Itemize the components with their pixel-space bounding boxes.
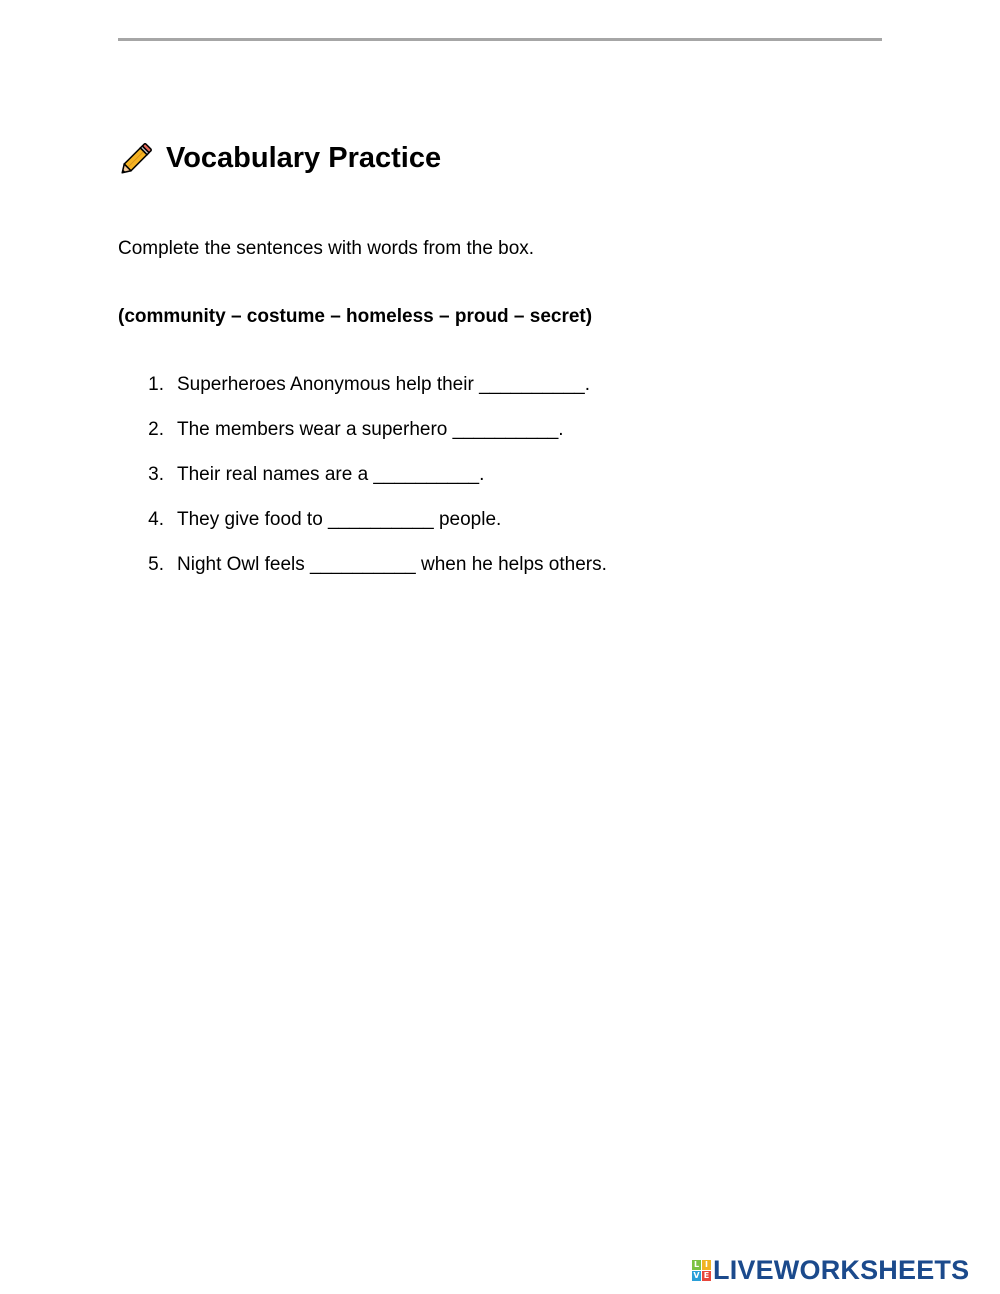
question-number: 1. (148, 374, 164, 395)
question-text: Superheroes Anonymous help their __________. (177, 374, 591, 395)
logo-mark-icon (692, 1260, 711, 1281)
question-number: 3. (148, 464, 164, 485)
logo-mark-v: V (693, 1270, 700, 1280)
logo-text: LIVEWORKSHEETS (713, 1255, 970, 1285)
liveworksheets-logo[interactable] (692, 1255, 969, 1285)
page-title: Vocabulary Practice (166, 142, 442, 174)
question-text: Their real names are a __________. (177, 464, 485, 485)
question-text: The members wear a superhero __________. (177, 419, 564, 440)
instruction-text: Complete the sentences with words from the box. (118, 238, 535, 259)
question-number: 5. (148, 554, 164, 575)
title-row (118, 138, 441, 178)
question-number: 4. (148, 509, 164, 530)
logo-mark-i: I (702, 1260, 711, 1270)
question-number: 2. (148, 419, 164, 440)
question-text: Night Owl feels __________ when he helps others. (177, 554, 607, 575)
top-divider (118, 38, 882, 41)
question-text: They give food to __________ people. (177, 509, 502, 530)
logo-mark-l: L (693, 1259, 700, 1269)
word-box: (community – costume – homeless – proud – secret) (118, 306, 593, 327)
logo-mark-e: E (703, 1270, 710, 1280)
pencil-icon (118, 139, 156, 177)
